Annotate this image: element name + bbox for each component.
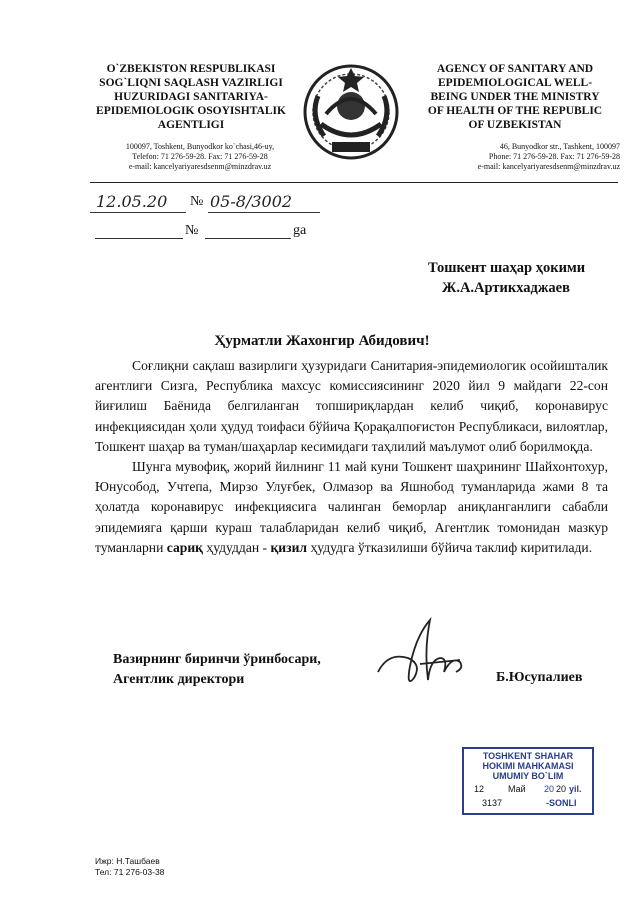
- right-address-line: Phone: 71 276-59-28. Fax: 71 276-59-28: [488, 152, 620, 161]
- stamp-number-row: [468, 798, 588, 810]
- right-org-title: [406, 62, 624, 132]
- addressee: [420, 258, 610, 298]
- stamp-year-suffix: yil.: [569, 784, 582, 794]
- addressee-name: Ж.А.Артикхаджаев: [442, 280, 570, 296]
- addressee-title: Тошкент шаҳар ҳокими: [428, 260, 586, 276]
- ref-number: 05-8/3002: [210, 192, 293, 211]
- left-address-line: Telefon: 71 276-59-28. Fax: 71 276-59-28: [132, 152, 268, 161]
- stamp-day: 12: [474, 784, 485, 794]
- outgoing-reference: [90, 192, 320, 214]
- incoming-reference: [95, 222, 315, 242]
- stamp-year: 20: [556, 784, 567, 794]
- left-org-address: [100, 142, 300, 172]
- registration-stamp: [462, 747, 594, 815]
- right-org-address: [420, 142, 620, 172]
- left-title-line: AGENTLIGI: [157, 119, 225, 131]
- stamp-line: TOSHKENT SHAHAR: [482, 751, 574, 761]
- p2-text-b: ҳудуддан -: [203, 539, 271, 555]
- ref-number-line: [208, 212, 320, 213]
- in-suffix: ga: [293, 223, 307, 238]
- p2-text-a: Шунга мувофиқ, жорий йилнинг 11 май куни Тошкент шаҳрининг Шайхонтохур, Юнусобод, Учтепа, Мирзо Улуғбек, Олмазор ва Яшнобод туманларида жами 8 та ҳолатда коронавирус инфекциясига чалинган беморлар аниқланганлиги сабабли эпидемияга қарши кураш талабларидан келиб чиқиб, Агентлик томонидан мазкур туманларни: [95, 459, 608, 555]
- paragraph-1: Соғлиқни сақлаш вазирлиги ҳузуридаги Санитария-эпидемиологик осойишталик агентлиги Сизга, Республика махсус комиссиясининг 2020 йил 9 майдаги 22-сон йиғилиш Баёнида белгиланган топшириқлардан келиб чиқиб, коронавирус инфекциясидан ҳоли ҳудуд тоифаси бўйича Қорақалпоғистон Республикаси, вилоятлар, Тошкент шаҳар ва туман/шаҳарлар кесимидаги таҳлилий маълумот олиб борилмоқда.: [95, 358, 608, 454]
- executor-phone: Тел: 71 276-03-38: [95, 867, 165, 877]
- p2-yellow-zone: сариқ: [166, 539, 203, 555]
- executor-info: [95, 856, 164, 878]
- handwritten-signature: [370, 612, 480, 702]
- letter-body: [95, 356, 608, 558]
- signatory-position: [113, 650, 321, 690]
- right-title-line: AGENCY OF SANITARY AND: [436, 63, 594, 75]
- right-title-line: BEING UNDER THE MINISTRY: [430, 91, 600, 103]
- stamp-header: [464, 751, 592, 781]
- state-emblem-icon: [296, 54, 406, 170]
- left-title-line: EPIDEMIOLOGIK OSOYISHTALIK: [96, 105, 286, 117]
- right-title-line: OF UZBEKISTAN: [468, 119, 562, 131]
- p2-text-c: ҳудудга ўтказилиши бўйича таклиф киритилади.: [307, 539, 593, 555]
- stamp-date: [468, 784, 588, 796]
- stamp-line: HOKIMI MAHKAMASI: [482, 761, 574, 771]
- right-address-line: 46, Bunyodkor str., Tashkent, 100097: [499, 142, 620, 151]
- ref-date: 12.05.20: [96, 192, 168, 211]
- in-number-symbol: №: [185, 223, 199, 238]
- left-title-line: HUZURIDAGI SANITARIYA-: [114, 91, 268, 103]
- left-address-line: e-mail: kancelyariyaresdsenm@minzdrav.uz: [128, 162, 272, 171]
- position-line-2: Агентлик директори: [113, 672, 245, 687]
- header-divider: [90, 182, 618, 183]
- ref-date-line: [90, 212, 186, 213]
- salutation: Ҳурматли Жахонгир Абидович!: [214, 333, 430, 349]
- signatory-name: Б.Юсупалиев: [496, 670, 583, 685]
- in-date-line: [95, 238, 183, 239]
- right-title-line: EPIDEMIOLOGICAL WELL-: [437, 77, 593, 89]
- left-title-line: SOG`LIQNI SAQLASH VAZIRLIGI: [99, 77, 283, 89]
- stamp-number: 3137: [482, 798, 503, 808]
- left-title-line: O`ZBEKISTON RESPUBLIKASI: [106, 63, 276, 75]
- in-number-line: [205, 238, 291, 239]
- paragraph-2: [95, 457, 608, 558]
- position-line-1: Вазирнинг биринчи ўринбосари,: [113, 652, 321, 667]
- executor-name: Ижр: Н.Ташбаев: [95, 856, 160, 866]
- stamp-line: UMUMIY BO`LIM: [492, 771, 564, 781]
- left-address-line: 100097, Toshkent, Bunyodkor ko`chasi,46-uy,: [125, 142, 275, 151]
- right-address-line: e-mail: kancelyariyaresdsenm@minzdrav.uz: [477, 162, 620, 171]
- right-title-line: OF HEALTH OF THE REPUBLIC: [427, 105, 603, 117]
- p2-red-zone: қизил: [270, 539, 308, 555]
- stamp-month: Май: [508, 784, 526, 794]
- stamp-year-prefix: 20: [544, 784, 555, 794]
- left-org-title: [86, 62, 296, 132]
- stamp-sonli: -SONLI: [546, 798, 577, 808]
- ref-number-symbol: №: [190, 194, 204, 209]
